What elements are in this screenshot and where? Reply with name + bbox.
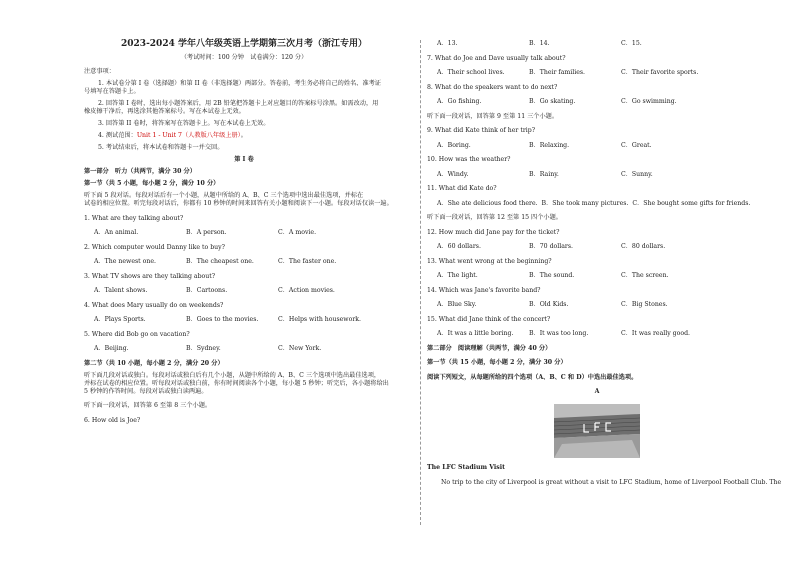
option-a: A．The newest one. [94, 258, 156, 265]
option-b: B．Sydney. [186, 345, 221, 352]
option-c: C．New York. [278, 345, 322, 352]
question-1-options [84, 229, 404, 237]
question-11: 11. What did Kate do? [427, 185, 497, 192]
section-2-heading: 第二节（共 10 小题，每小题 2 分，满分 20 分） [84, 359, 224, 367]
passage-title: The LFC Stadium Visit [427, 464, 505, 471]
note-4 [84, 132, 404, 140]
note-2b: 橡皮擦干净后，再选涂其他答案标号。写在本试卷上无效。 [84, 108, 245, 115]
reading-section-1-heading: 第一节（共 15 小题，每小题 2 分，满分 30 分） [427, 359, 567, 366]
question-12-options [427, 243, 767, 251]
question-7-options [427, 69, 767, 77]
passage-line-1: No trip to the city of Liverpool is great without a visit to LFC Stadium, home of Liverpool Football Club. The [441, 478, 782, 486]
listen-9-11: 听下面一段对话，回答第 9 至第 11 三个小题。 [427, 112, 559, 120]
option-b: B．70 dollars. [529, 243, 574, 250]
question-11-options [427, 200, 767, 208]
question-13: 13. What went wrong at the beginning? [427, 257, 552, 265]
option-a: A．Go fishing. [437, 98, 482, 105]
option-c: C．Go swimming. [621, 98, 677, 105]
option-b: B．Rainy. [529, 170, 559, 178]
question-8-options [427, 98, 767, 106]
option-c: C．Helps with housework. [278, 316, 362, 323]
question-10: 10. How was the weather? [427, 156, 511, 163]
option-b: B．The cheapest one. [186, 258, 254, 265]
option-a: A．Plays Sports. [94, 316, 146, 323]
option-a: A．Boring. [437, 141, 471, 149]
option-b: B．A person. [186, 229, 227, 236]
option-a: A．An animal. [94, 229, 139, 236]
instructions-1a: 听下面 5 段对话。每段对话后有一个小题，从题中所给的 A、B、C 三个选项中选出最佳选项，并标在 [84, 192, 364, 199]
question-2: 2. Which computer would Danny like to buy? [84, 243, 225, 251]
question-9-options [427, 142, 767, 150]
instructions-1b: 试卷的相应位置。听完每段对话后，你都有 10 秒钟的时间来回答有关小题和阅读下一小题。每段对话仅读一遍。 [84, 200, 393, 207]
question-4: 4. What does Mary usually do on weekends? [84, 301, 224, 309]
option-c: C．Big Stones. [621, 301, 668, 308]
question-3-options [84, 287, 404, 295]
note-3: 3. 回答第 II 卷时，将答案写在答题卡上。写在本试卷上无效。 [98, 120, 270, 127]
option-a: A．The light. [437, 272, 478, 279]
option-c: C．The screen. [621, 272, 669, 279]
option-c: C．Sunny. [621, 170, 653, 178]
stadium-photo-graphic [554, 404, 640, 458]
option-b: B．Old Kids. [529, 301, 569, 308]
question-6: 6. How old is Joe? [84, 416, 141, 424]
option-a: A．60 dollars. [437, 243, 481, 250]
option-b: B．She took many pictures. [541, 199, 629, 207]
option-c: C．She bought some gifts for friends. [632, 199, 751, 207]
question-10-options [427, 171, 767, 179]
option-a: A．Blue Sky. [437, 301, 477, 308]
instructions-2b: 并标在试卷的相应位置。听每段对话或独白前，你有时间阅读各个小题，每小题 5 秒钟；听完后，各小题将给出 [84, 379, 389, 387]
reading-instructions: 阅读下列短文，从每题所给的四个选项（A、B、C 和 D）中选出最佳选项。 [427, 373, 638, 381]
question-6-options [427, 40, 767, 48]
stadium-photo [554, 404, 640, 458]
exam-title: 2023-2024 学年八年级英语上学期第三次月考（浙江专用） [121, 39, 367, 49]
option-a: A．Beijing. [94, 345, 129, 352]
instructions-2a: 听下面几段对话或独白。每段对话或独白后有几个小题，从题中所给的 A、B、C 三个选项中选出最佳选项， [84, 371, 381, 379]
question-15: 15. What did Jane think of the concert? [427, 315, 551, 323]
right-column [427, 40, 782, 487]
option-c: C．It was really good. [621, 330, 691, 337]
question-3: 3. What TV shows are they talking about? [84, 272, 216, 280]
option-b: B．It was too long. [529, 330, 589, 337]
note-4-suffix: 。 [240, 132, 247, 139]
option-b: B．The sound. [529, 272, 575, 279]
question-2-options [84, 258, 404, 266]
option-b: B．Goes to the movies. [186, 316, 259, 323]
question-14: 14. Which was Jane's favorite band? [427, 286, 541, 294]
note-4-prefix: 4. 测试范围： [98, 132, 137, 139]
passage-letter: A [594, 388, 600, 395]
option-a: A．Talent shows. [94, 287, 148, 294]
note-5: 5. 考试结束后，将本试卷和答题卡一并交回。 [98, 144, 224, 151]
question-1: 1. What are they talking about? [84, 214, 184, 222]
option-c: C．The faster one. [278, 258, 337, 265]
exam-info: （考试时间：100 分钟 试卷满分：120 分） [180, 54, 308, 61]
notes-heading: 注意事项： [84, 68, 115, 75]
option-c: C．15. [621, 40, 642, 47]
option-a: A．Windy. [437, 170, 469, 178]
part-2-heading: 第二部分 阅读理解（共两节，满分 40 分） [427, 344, 552, 352]
question-9: 9. What did Kate think of her trip? [427, 127, 536, 134]
option-a: A．Their school lives. [437, 69, 505, 76]
question-13-options [427, 272, 767, 280]
note-2a: 2. 回答第 I 卷时，选出每小题答案后，用 2B 铅笔把答题卡上对应题目的答案标号涂黑。如需改动，用 [98, 100, 379, 107]
option-b: B．Their families. [529, 69, 585, 76]
volume-heading: 第 I 卷 [234, 156, 254, 163]
question-7: 7. What do Joe and Dave usually talk about? [427, 54, 566, 62]
option-a: A．13. [437, 40, 458, 47]
question-5-options [84, 345, 404, 353]
left-column [84, 40, 404, 425]
option-a: A．It was a little boring. [437, 330, 514, 337]
option-c: C．Their favorite sports. [621, 69, 699, 76]
note-1a: 1. 本试卷分第 I 卷（选择题）和第 II 卷（非选择题）两部分。答卷前，考生务必将自己的姓名、准考证 [98, 80, 381, 87]
listen-12-15: 听下面一段对话，回答第 12 至第 15 四个小题。 [427, 214, 562, 221]
option-c: C．Action movies. [278, 287, 335, 294]
option-b: B．14. [529, 40, 550, 47]
option-c: C．A movie. [278, 229, 317, 236]
option-b: B．Cartoons. [186, 287, 228, 294]
option-c: C．80 dollars. [621, 243, 666, 250]
question-15-options [427, 330, 767, 338]
section-1-heading: 第一节（共 5 小题，每小题 2 分，满分 10 分） [84, 180, 220, 187]
listen-6-8: 听下面一段对话，回答第 6 至第 8 三个小题。 [84, 402, 212, 409]
option-b: B．Go skating. [529, 98, 576, 105]
question-8: 8. What do the speakers want to do next? [427, 83, 558, 91]
part-1-heading: 第一部分 听力（共两节，满分 30 分） [84, 168, 196, 175]
question-5: 5. Where did Bob go on vacation? [84, 330, 190, 338]
note-1b: 号填写在答题卡上。 [84, 88, 140, 95]
column-divider [420, 40, 421, 525]
instructions-2c: 5 秒钟的作答时间。每段对话或独白读两遍。 [84, 387, 208, 395]
option-b: B．Relaxing. [529, 141, 570, 149]
option-c: C．Great. [621, 141, 652, 149]
question-12: 12. How much did Jane pay for the ticket? [427, 228, 560, 236]
question-4-options [84, 316, 404, 324]
question-14-options [427, 301, 767, 309]
test-range: Unit 1 - Unit 7（人教版八年级上册） [136, 132, 241, 139]
option-a: A．She ate delicious food there. [437, 199, 538, 207]
